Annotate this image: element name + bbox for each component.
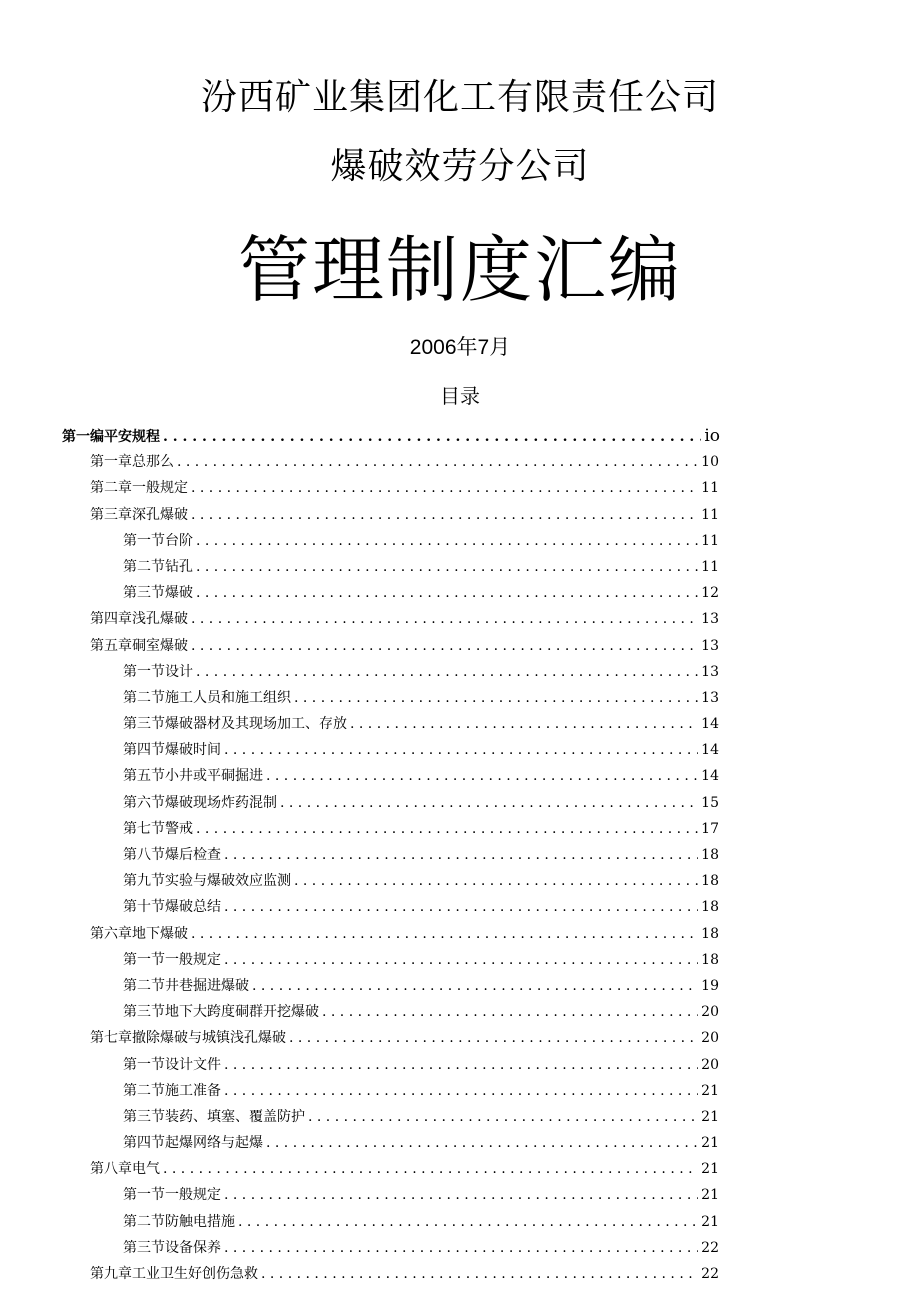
toc-entry-page-number: 13 [701, 637, 719, 654]
toc-entry-page-number: 18 [701, 899, 719, 916]
toc-entry-page-number: 21 [701, 1213, 719, 1230]
toc-dot-leader [191, 502, 698, 528]
toc-dot-leader [224, 1078, 698, 1104]
toc-entry-label: 第四章浅孔爆破 [90, 611, 188, 628]
toc-entry[interactable] [0, 842, 920, 868]
toc-entry-page-number: 18 [701, 873, 719, 890]
toc-entry-page-number: 22 [701, 1266, 719, 1282]
toc-entry[interactable] [0, 1209, 920, 1235]
toc-entry-label: 第四节爆破时间 [123, 742, 221, 759]
toc-entry[interactable] [0, 528, 920, 554]
toc-entry-page-number: io [704, 426, 720, 446]
toc-dot-leader [350, 711, 698, 737]
toc-entry-page-number: 10 [701, 454, 719, 471]
toc-entry[interactable] [0, 1025, 920, 1051]
branch-name: 爆破效劳分公司 [330, 146, 590, 187]
toc-entry-label: 第八章电气 [90, 1161, 160, 1178]
toc-entry-page-number: 21 [701, 1187, 719, 1204]
toc-entry-label: 第一节设计文件 [123, 1056, 221, 1073]
toc-dot-leader [294, 868, 698, 894]
toc-entry[interactable] [0, 633, 920, 659]
toc-entry-page-number: 18 [701, 847, 719, 863]
toc-entry[interactable] [0, 1130, 920, 1156]
toc-entry[interactable] [0, 554, 920, 580]
toc-entry-page-number: 14 [701, 768, 719, 785]
toc-entry[interactable] [0, 580, 920, 606]
toc-dot-leader [196, 816, 698, 842]
toc-entry[interactable] [0, 1052, 920, 1078]
toc-entry-page-number: 19 [701, 977, 719, 994]
toc-entry[interactable] [0, 449, 920, 475]
toc-entry[interactable] [0, 868, 920, 894]
toc-entry-label: 第一节设计 [123, 663, 193, 680]
toc-dot-leader [177, 449, 698, 475]
toc-entry-page-number: 22 [701, 1239, 719, 1256]
toc-entry-page-number: 11 [701, 558, 719, 575]
toc-entry-label: 第三节设备保养 [123, 1239, 221, 1256]
toc-entry-label: 第六章地下爆破 [90, 925, 188, 942]
toc-entry-label: 第九节实验与爆破效应监测 [123, 873, 291, 890]
toc-entry-label: 第二节钻孔 [123, 558, 193, 575]
toc-dot-leader [266, 1130, 698, 1156]
toc-entry-label: 第二章一般规定 [90, 480, 188, 497]
toc-entry[interactable] [0, 711, 920, 737]
toc-dot-leader [191, 921, 698, 947]
toc-entry-label: 第三节爆破器材及其现场加工、存放 [123, 716, 347, 733]
toc-entry-label: 第二节施工人员和施工组织 [123, 689, 291, 706]
toc-entry[interactable] [0, 816, 920, 842]
toc-entry-label: 第四节起爆网络与起爆 [123, 1135, 263, 1152]
toc-dot-leader [224, 842, 698, 868]
toc-entry-label: 第十节爆破总结 [123, 899, 221, 916]
toc-dot-leader [224, 737, 698, 763]
toc-dot-leader [224, 1052, 698, 1078]
toc-entry-page-number: 21 [701, 1108, 719, 1125]
toc-entry[interactable] [0, 1156, 920, 1182]
toc-entry-label: 第一节台阶 [123, 532, 193, 549]
toc-entry[interactable] [0, 423, 920, 449]
toc-entry-page-number: 21 [701, 1082, 719, 1099]
toc-entry-page-number: 11 [701, 506, 719, 523]
toc-entry[interactable] [0, 1261, 920, 1287]
toc-entry-page-number: 18 [701, 951, 719, 968]
toc-entry-page-number: 18 [701, 925, 719, 942]
toc-entry-page-number: 20 [701, 1030, 719, 1047]
toc-entry[interactable] [0, 973, 920, 999]
toc-entry-label: 第一节一般规定 [123, 951, 221, 968]
toc-dot-leader [163, 1156, 698, 1182]
toc-dot-leader [191, 475, 698, 501]
toc-entry[interactable] [0, 921, 920, 947]
toc-dot-leader [224, 1235, 698, 1261]
document-title: 管理制度汇编 [237, 228, 682, 312]
toc-entry-label: 第二节防触电措施 [123, 1213, 235, 1230]
toc-entry-page-number: 11 [701, 480, 719, 497]
table-of-contents [0, 423, 920, 1287]
toc-entry-page-number: 15 [701, 794, 719, 811]
toc-entry-label: 第九章工业卫生好创伤急救 [90, 1266, 258, 1282]
toc-dot-leader [196, 554, 698, 580]
toc-entry-label: 第一编平安规程 [62, 429, 160, 445]
toc-entry-label: 第二节施工准备 [123, 1082, 221, 1099]
toc-entry-page-number: 20 [701, 1004, 719, 1021]
toc-dot-leader [163, 424, 701, 450]
toc-entry-page-number: 20 [701, 1056, 719, 1073]
toc-entry[interactable] [0, 790, 920, 816]
toc-dot-leader [224, 947, 698, 973]
toc-dot-leader [196, 528, 698, 554]
toc-entry[interactable] [0, 947, 920, 973]
toc-dot-leader [252, 973, 698, 999]
toc-entry-page-number: 21 [701, 1135, 719, 1152]
toc-entry[interactable] [0, 1235, 920, 1261]
toc-entry-page-number: 11 [701, 532, 719, 549]
toc-entry-page-number: 13 [701, 611, 719, 628]
toc-entry-label: 第七章撤除爆破与城镇浅孔爆破 [90, 1030, 286, 1047]
toc-dot-leader [224, 1182, 698, 1208]
toc-dot-leader [224, 894, 698, 920]
toc-entry-label: 第五章硐室爆破 [90, 637, 188, 654]
toc-entry-label: 第八节爆后检查 [123, 847, 221, 863]
toc-heading: 目录 [440, 384, 480, 408]
toc-entry[interactable] [0, 1078, 920, 1104]
toc-entry-label: 第一章总那么 [90, 454, 174, 471]
toc-entry-label: 第五节小井或平硐掘进 [123, 768, 263, 785]
toc-entry-label: 第三节地下大跨度硐群开挖爆破 [123, 1004, 319, 1021]
toc-dot-leader [266, 763, 698, 789]
toc-entry[interactable] [0, 894, 920, 920]
company-name: 汾西矿业集团化工有限责任公司 [200, 77, 719, 118]
toc-entry-label: 第六节爆破现场炸药混制 [123, 794, 277, 811]
toc-entry-page-number: 13 [701, 663, 719, 680]
toc-dot-leader [191, 633, 698, 659]
toc-entry[interactable] [0, 685, 920, 711]
toc-dot-leader [322, 999, 698, 1025]
toc-entry[interactable] [0, 1104, 920, 1130]
toc-entry[interactable] [0, 475, 920, 501]
toc-dot-leader [280, 790, 698, 816]
toc-entry-page-number: 14 [701, 742, 719, 759]
toc-dot-leader [196, 580, 698, 606]
toc-dot-leader [261, 1261, 698, 1287]
toc-entry-label: 第一节一般规定 [123, 1187, 221, 1204]
toc-entry-label: 第七节警戒 [123, 820, 193, 837]
toc-dot-leader [294, 685, 698, 711]
toc-dot-leader [308, 1104, 698, 1130]
toc-dot-leader [289, 1025, 698, 1051]
toc-dot-leader [191, 606, 698, 632]
toc-entry-page-number: 14 [701, 716, 719, 733]
toc-entry[interactable] [0, 737, 920, 763]
toc-entry-label: 第二节井巷掘进爆破 [123, 977, 249, 994]
toc-entry[interactable] [0, 763, 920, 789]
toc-entry-page-number: 17 [701, 820, 719, 837]
toc-entry[interactable] [0, 502, 920, 528]
toc-entry[interactable] [0, 1182, 920, 1208]
document-date: 2006年7月 [409, 336, 511, 359]
toc-entry-label: 第三节爆破 [123, 585, 193, 602]
toc-entry-page-number: 13 [701, 689, 719, 706]
toc-entry[interactable] [0, 659, 920, 685]
toc-entry-label: 第三章深孔爆破 [90, 506, 188, 523]
toc-entry[interactable] [0, 999, 920, 1025]
toc-entry-label: 第三节装药、填塞、覆盖防护 [123, 1108, 305, 1125]
toc-entry-page-number: 12 [701, 585, 719, 602]
toc-entry[interactable] [0, 606, 920, 632]
toc-entry-page-number: 21 [701, 1161, 719, 1178]
toc-dot-leader [196, 659, 698, 685]
toc-dot-leader [238, 1209, 698, 1235]
